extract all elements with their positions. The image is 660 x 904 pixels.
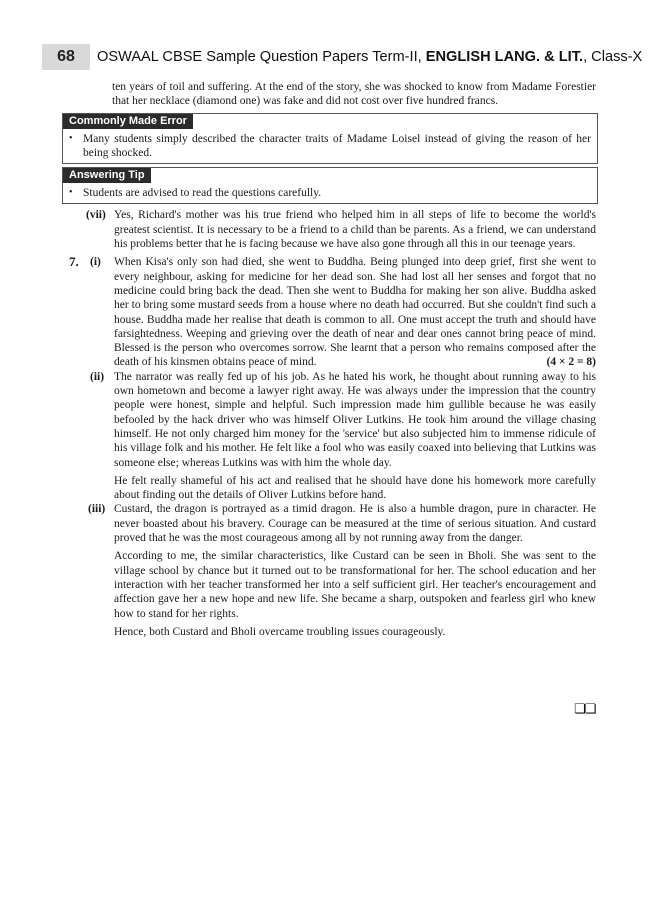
part-i-text: When Kisa's only son had died, she went to Buddha. Being plunged into deep grief, first she went to every neighbour, asking for medicine for her dead son. She had lost all her senses and forgot that no medicine could bring back the dead. Then she went to Buddha for making her son alive. Buddha asked her to bring some mustard seeds from a house where no death had occurred. But she couldn't find such a house. Buddha made her realise that death is common to all. One must accept the truth and should have farsightedness. Weeping and grieving over the death of near and dear ones cannot bring peace of mind. Blessed is the person who overcomes sorrow. She learnt that a person who remains composed after the death of his kinsmen obtains peace of mind. (4 × 2 = 8)	[114, 256, 596, 369]
answering-tip-title: Answering Tip	[63, 168, 151, 183]
bullet-icon: •	[69, 187, 73, 199]
part-ii-label: (ii)	[90, 370, 105, 383]
page-content	[69, 80, 596, 639]
commonly-made-error-box	[62, 113, 598, 165]
question-7-part-i	[69, 255, 596, 369]
running-head	[97, 44, 642, 70]
running-head-text: OSWAAL CBSE Sample Question Papers Term-II,	[97, 49, 426, 65]
running-head-class: , Class-X	[583, 49, 643, 65]
bullet-icon: •	[69, 132, 73, 144]
commonly-made-error-body	[63, 129, 597, 164]
answer-vii-label: (vii)	[86, 209, 106, 222]
part-iii-text-3: Hence, both Custard and Bholi overcame troubling issues courageously.	[114, 625, 446, 638]
part-iii-text-2: According to me, the similar characteristics, like Custard can be seen in Bholi. She was sent to the village school by chance but it turned out to be transformational for her. The school education and her interaction with her teacher transformed her into a self sufficient girl. Her teacher's encouragement and affection gave her a new hope and new life. She became a sharp, outspoken and fearless girl who knew how to stand for her rights.	[114, 550, 596, 620]
answer-vii	[69, 208, 596, 251]
commonly-made-error-text: Many students simply described the character traits of Madame Loisel instead of giving the reason of her being shocked.	[83, 132, 591, 159]
page-number: 68	[42, 44, 90, 70]
part-ii-text: The narrator was really fed up of his job. As he hated his work, he thought about running away to his own hometown and become a lawyer right away. He was always under the impression that the country people were honest, simple and helpful. Such impression made him gullible because he was easily befooled by the hack driver who was himself Oliver Lutkins. He took him around the village chasing himself. He not only charged him money for the 'service' but also subjected him to immense ridicule of his village folk and his mother. He felt like a fool who was easily coaxed into believing that Lutkins was someone else; whereas Lutkins was with him the whole day.	[114, 370, 596, 469]
question-7-part-ii	[69, 370, 596, 503]
answer-vii-text: Yes, Richard's mother was his true friend who helped him in all steps of life to become the world's greatest scientist. It is necessary to be a friend to a child than be parents. As a friend, we can understand his problems better that he is facing because we have also gone through all this in our teenage years.	[114, 209, 596, 251]
intro-paragraph: ten years of toil and suffering. At the end of the story, she was shocked to know from Madame Forestier that her necklace (diamond one) was fake and did not cost over five hundred francs.	[112, 81, 596, 108]
running-head-subject: ENGLISH LANG. & LIT.	[425, 49, 584, 65]
answering-tip-text: Students are advised to read the questions carefully.	[83, 187, 322, 200]
answering-tip-body	[63, 183, 597, 203]
page-header	[42, 44, 643, 70]
question-number: 7.	[69, 254, 79, 270]
commonly-made-error-title: Commonly Made Error	[63, 114, 193, 129]
answering-tip-box	[62, 167, 598, 204]
end-marker-icon: ❏❏	[574, 702, 596, 717]
marks-allocation: (4 × 2 = 8)	[546, 356, 596, 369]
part-iii-text: Custard, the dragon is portrayed as a timid dragon. He is also a humble dragon, pure in character. He never boasted about his bravery. Courage can be measured at the time of serious situation. And custard proved that he was the most courageous among all by not running away from the danger.	[114, 503, 596, 545]
question-7-part-iii	[69, 502, 596, 639]
part-i-label: (i)	[90, 256, 101, 269]
part-iii-label: (iii)	[88, 503, 106, 516]
part-ii-text-2: He felt really shameful of his act and realised that he should have done his homework more carefully about finding out the details of Oliver Lutkins before hand.	[114, 474, 596, 502]
